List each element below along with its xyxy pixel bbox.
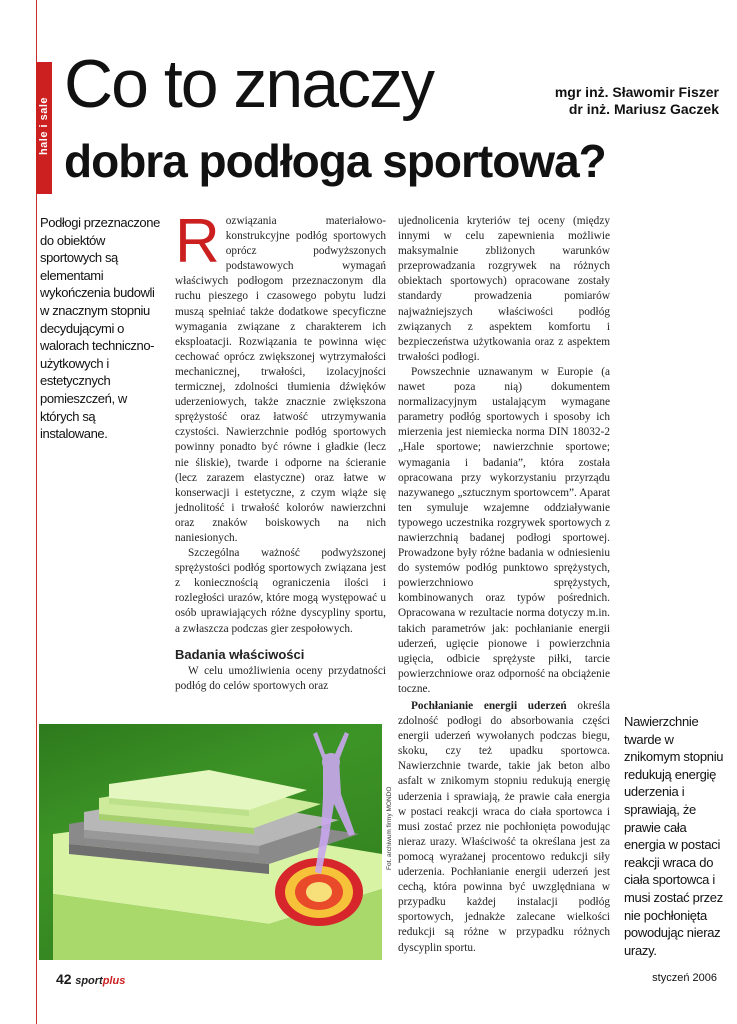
photo-credit: Fot. archiwum firmy MONDO bbox=[386, 786, 393, 870]
paragraph: Powszechnie uznawanym w Europie (a nawet poza nią) dokumentem normalizacyjnym ustalającym wymagane parametry podłóg sportowych i sposoby ich mierzenia jest niemiecka norma DIN 18032-2 „Hale sportowe; nawierzchnie sportowe; wymagania i badania”, która została opracowana przy wykorzystaniu przyrządu nazywanego „sztucznym sportowcem”. Aparat ten symuluje wzajemne oddziaływanie typowego uczestnika rozgrywek sportowych z nawierzchnią badanej podłogi sportowej. Prowadzone były różne badania w odniesieniu do systemów podłóg punktowo sprężystych, powierzchniowo sprężystych, kombinowanych oraz typów pośrednich. Opracowana w rezultacie norma dotyczy m.in. takich parametrów jak: pochłanianie energii uderzeń, ugięcie pionowe i powierzchnia ugięcia, odbicie sprężyste piłki, tarcie powierzchniowe oraz odporność na obciążenie toczne. bbox=[398, 365, 610, 695]
section-label: hale i sale bbox=[38, 96, 50, 156]
article-title-line2: dobra podłoga sportowa? bbox=[64, 135, 606, 187]
footer-left bbox=[56, 971, 125, 987]
text-column-1 bbox=[175, 207, 386, 694]
author-2: dr inż. Mariusz Gaczek bbox=[568, 101, 719, 117]
paragraph: ozwiązania materiałowo-konstrukcyjne podłóg sportowych oprócz podwyższonych podstawowych wymagań właściwych podłogom przeznaczonym dla ruchu pieszego i czasowego pobytu ludzi muszą spełniać także dodatkowe specyficzne wymagania związane z charakterem ich eksploatacji. Rozwiązania te powinna więc cechować oprócz zwiększonej wytrzymałości mechanicznej, trwałości, izolacyjności termicznej, zdolności tłumienia dźwięków uderzeniowych, także znacznie zwiększona sprężystość oraz łatwość utrzymywania czystości. Nawierzchnie podłóg sportowych powinny ponadto być równe i gładkie (lecz nie śliskie), twarde i odporne na ścieranie (lecz zarazem elastyczne) oraz łatwe w konserwacji i estetyczne, z czym wiąże się jednolitość i trwałość kolorów nawierzchni oraz znaków boiskowych na nich naniesionych. bbox=[175, 215, 386, 544]
paragraph: Szczególna ważność podwyższonej sprężystości podłóg sportowych związana jest z koniecznością ograniczenia ilości i rozległości urazów, które mogą występować u osób uprawiających różne dyscypliny sportu, a zwłaszcza podczas gier zespołowych. bbox=[175, 547, 386, 635]
paragraph: ujednolicenia kryteriów tej oceny (między innymi w celu zapewnienia możliwie maksymalnie zbliżonych warunków przeprowadzania rozgrywek na różnych obiektach sportowych) opracowane zostały standardy prowadzenia pomiarów najważniejszych właściwości podłóg związanych z aspektem komfortu i bezpieczeństwa użytkowania oraz z aspektem trwałości podłogi. bbox=[398, 215, 610, 363]
paragraph-rest: określa zdolność podłogi do absorbowania części energii uderzeń wywołanych podczas biegu, skoku, czy też upadku sportowca. Nawierzchnie twarde, takie jak beton albo asfalt w znikomym stopniu redukują energię uderzenia i sprawiają, że prawie cała energia w postaci reakcji wraca do ciała sportowca i musi zostać przez nie pochłonięta powodując nieraz urazy. Właściwość ta określana jest za pomocą wyrażanej procentowo redukcji siły uderzenia. Pochłanianie energii uderzeń jest cechą, która powinna być uwzględniana w przypadku każdej instalacji podłóg sportowych, jednakże zalecane wielkości redukcji są różne w przypadku różnych dyscyplin sportu. bbox=[398, 700, 610, 954]
pull-quote: Nawierzchnie twarde w znikomym stopniu redukują energię uderzenia i sprawiają, że prawie cała energia w postaci reakcji wraca do ciała sportowca i musi zostać przez nie pochłonięta powodując nieraz urazy. bbox=[624, 714, 724, 958]
paragraph bbox=[398, 699, 610, 956]
authors bbox=[555, 84, 719, 118]
logo-plus: plus bbox=[102, 975, 126, 987]
issue-date: styczeń 2006 bbox=[652, 972, 717, 984]
article-title-line1: Co to znaczy bbox=[64, 46, 434, 122]
magazine-logo bbox=[75, 975, 125, 987]
page-number: 42 bbox=[56, 971, 72, 987]
floor-layers-drawing bbox=[39, 724, 382, 960]
bold-term: Pochłanianie energii uderzeń bbox=[411, 700, 567, 712]
text-column-3 bbox=[398, 699, 610, 956]
paragraph: W celu umożliwienia oceny przydatności podłóg do celów sportowych oraz bbox=[175, 664, 386, 692]
text-column-2 bbox=[398, 214, 610, 697]
section-tab bbox=[36, 62, 52, 194]
lead-text: Podłogi przeznaczone do obiektów sportowych są elementami wykończenia budowli w znacznym stopniu decydującymi o walorach techniczno-użytkowych i estetycznych pomieszczeń, w których są instalowane. bbox=[40, 215, 160, 442]
drop-cap: R bbox=[175, 207, 220, 276]
author-1: mgr inż. Sławomir Fiszer bbox=[554, 84, 719, 100]
section-heading: Badania właściwości bbox=[175, 646, 305, 662]
logo-sport: sport bbox=[75, 975, 103, 987]
floor-layers-illustration bbox=[39, 724, 382, 960]
